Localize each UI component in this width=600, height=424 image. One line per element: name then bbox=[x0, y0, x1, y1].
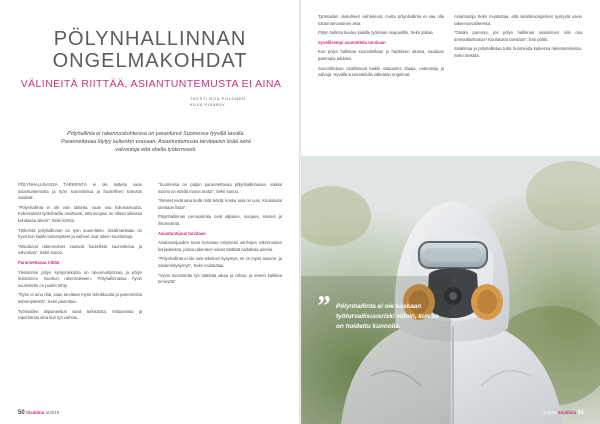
paragraph: Asiantuntijuuden tarve korostuu erityisesti vanhojen rakennusten korjauksissa, joissa rakenteet voivat sisältää haitallisia aineita. bbox=[158, 240, 282, 252]
issue-number: 4/2019 bbox=[45, 410, 60, 415]
paragraph: "Muuttuvat rakennukset vaativat huolellista suunnittelua ja valvontaa", Sekri sanoo. bbox=[18, 243, 142, 256]
paragraph: PÖLYNHALLINASSA TÄRKEINTÄ ei ole laitteita vaan asiantuntemusta ja työn suunnittelua ja huolellinen toteutus vaativat. bbox=[18, 182, 142, 201]
left-column-2 bbox=[158, 182, 282, 289]
page-number: 50 bbox=[18, 410, 25, 416]
paragraph: "Olisiko parempi, jos pölyn hallinnan osaaminen olisi osa ammattitutkintoa? Koulutusta tarvitaan", hän pohtii. bbox=[454, 30, 582, 42]
article-title-line2: ONGELMAKOHDAT bbox=[52, 50, 248, 72]
article-title-line1: PÖLYNHALLINNAN bbox=[53, 28, 247, 50]
left-column-1 bbox=[18, 182, 142, 325]
article-lead: Pölyhallinta ei rakennuskohteissa on parantunut Suomessa fyysillä tasolla. Parannettavaa löytyy kuitenkin erasaan. Asiantuntemusta tarvitaaisin lisää sekä valvontoja että ohella työtermiasti. bbox=[61, 131, 251, 153]
paragraph: Suunnitteluun osallistuvat kaikki osapuolet, tilaaja, urakoitsija ja valvoja. Hyvällä suunnittelulla vältetään ongelmat. bbox=[318, 65, 444, 78]
paragraph: Työmaiden olosuhteet vaihtelevat, mutta pölynhallinta ei saa olla sattumanvarainen asia. bbox=[318, 14, 444, 26]
paragraph: "Ryse ei aina riitä, vaan tarvitaan myös tehokkuutta ja paremmista toimenpiteistä", Sekri painottaa. bbox=[18, 292, 142, 304]
right-column-1 bbox=[318, 14, 444, 82]
paragraph: Kun pölyn hallintaa suunnitellaan jo hankkeen alussa, saadaan parempia tuloksia. bbox=[318, 49, 444, 61]
paragraph: "Hyvin suunniteltu työ säästää aikaa ja rahaa, ja ennen kaikkea terveyttä". bbox=[158, 272, 282, 285]
quote-mark-icon: ” bbox=[316, 291, 330, 322]
paragraph: Pölyn hallinta kuuluu kaikille työmaan osapuolille, Sekri jatkaa. bbox=[318, 30, 434, 36]
paragraph: Pölynhallinnan perusasioita ovat alipaine, suojaus, siivous ja ilmanvaihto. bbox=[158, 214, 282, 226]
right-page-footer bbox=[543, 410, 584, 416]
subheading: Parannettavaa riittää bbox=[18, 259, 60, 265]
subheading: Syvällisempi suunnittelu tarvitaan bbox=[318, 39, 386, 45]
magazine-name: Sisäilma bbox=[25, 410, 45, 415]
subheading: Asiantuntijuus tarvitaan bbox=[158, 230, 206, 236]
article-subtitle: VÄLINEITÄ RIITTÄÄ, ASIANTUNTEMUSTA EI AINA bbox=[20, 78, 282, 90]
paragraph: Sisäilmaa ja pölyhallintaa tulisi huomioida kaikessa rakentamisessa, Sekri tiivistää. bbox=[454, 46, 582, 58]
paragraph: Työmaiden alipaineistus vaatii tarkistusta, mittaamista ja raportointia aina kun työ vaihtuu. bbox=[18, 308, 142, 321]
paragraph: Asiantuntija Sekri muistuttaa, että sisäilmaongelmat syntyvät usein rakennusvaiheessa. bbox=[454, 14, 582, 26]
left-page-footer bbox=[18, 410, 59, 416]
paragraph: "Pölynhallinta ei ole vain tekninen kysymys, se on myös asenne- ja osaamiskysymys", Sekri muistuttaa. bbox=[158, 256, 282, 268]
paragraph: "Suomessa on paljon parannettavaa pölynhallinnassa, vaikka Suomi on edellä monia maita", Sekri sanoo. bbox=[158, 182, 282, 194]
protective-suit-worker-illustration bbox=[301, 156, 600, 424]
credits-photo: KUVA PIXABAY bbox=[190, 102, 226, 107]
paragraph: "Ihmiset eivät aina tiedä mitä tehdä, koska asia on uusi. Koulutusta tarvitaan lisää". bbox=[158, 198, 282, 210]
article-credits bbox=[190, 96, 290, 108]
pull-quote: Pölynhallinta ei ole koskaan työturvallisuusriski silloin, kun se on hoidettu kunnolla. bbox=[336, 303, 439, 330]
credits-text: TEKSTI EIJA POLONEN bbox=[190, 96, 246, 101]
paragraph: Tärkeintä pölyhallinnan on työn suunnittelu. Sisäilmanlaatu on hyvä kun kaikki toimenpiteet ja vaiheet ovat oikein suoritettuja. bbox=[18, 227, 142, 240]
paragraph: "Pölynhallinta ei ole vain laitteita, vaan osa kokonaisuutta. Kokemukset työkohteilla osoittavat, että suojaus on oltava oikeissa kohdassa oikein", Sekri kertoo. bbox=[18, 204, 142, 223]
page-number: 51 bbox=[577, 410, 584, 416]
magazine-name: Sisäilma bbox=[557, 410, 577, 415]
right-column-2 bbox=[454, 14, 582, 63]
paragraph: Yleisimmin pölyn syntymiskohta on rakennustyömaa ja pölyn leviäminen muuhun rakennukseen. Pölyhallinnassa hyvin suunniteltu on puolet tehty. bbox=[18, 269, 142, 288]
article-photo bbox=[301, 156, 600, 424]
issue-number: 4/2019 bbox=[542, 410, 557, 415]
